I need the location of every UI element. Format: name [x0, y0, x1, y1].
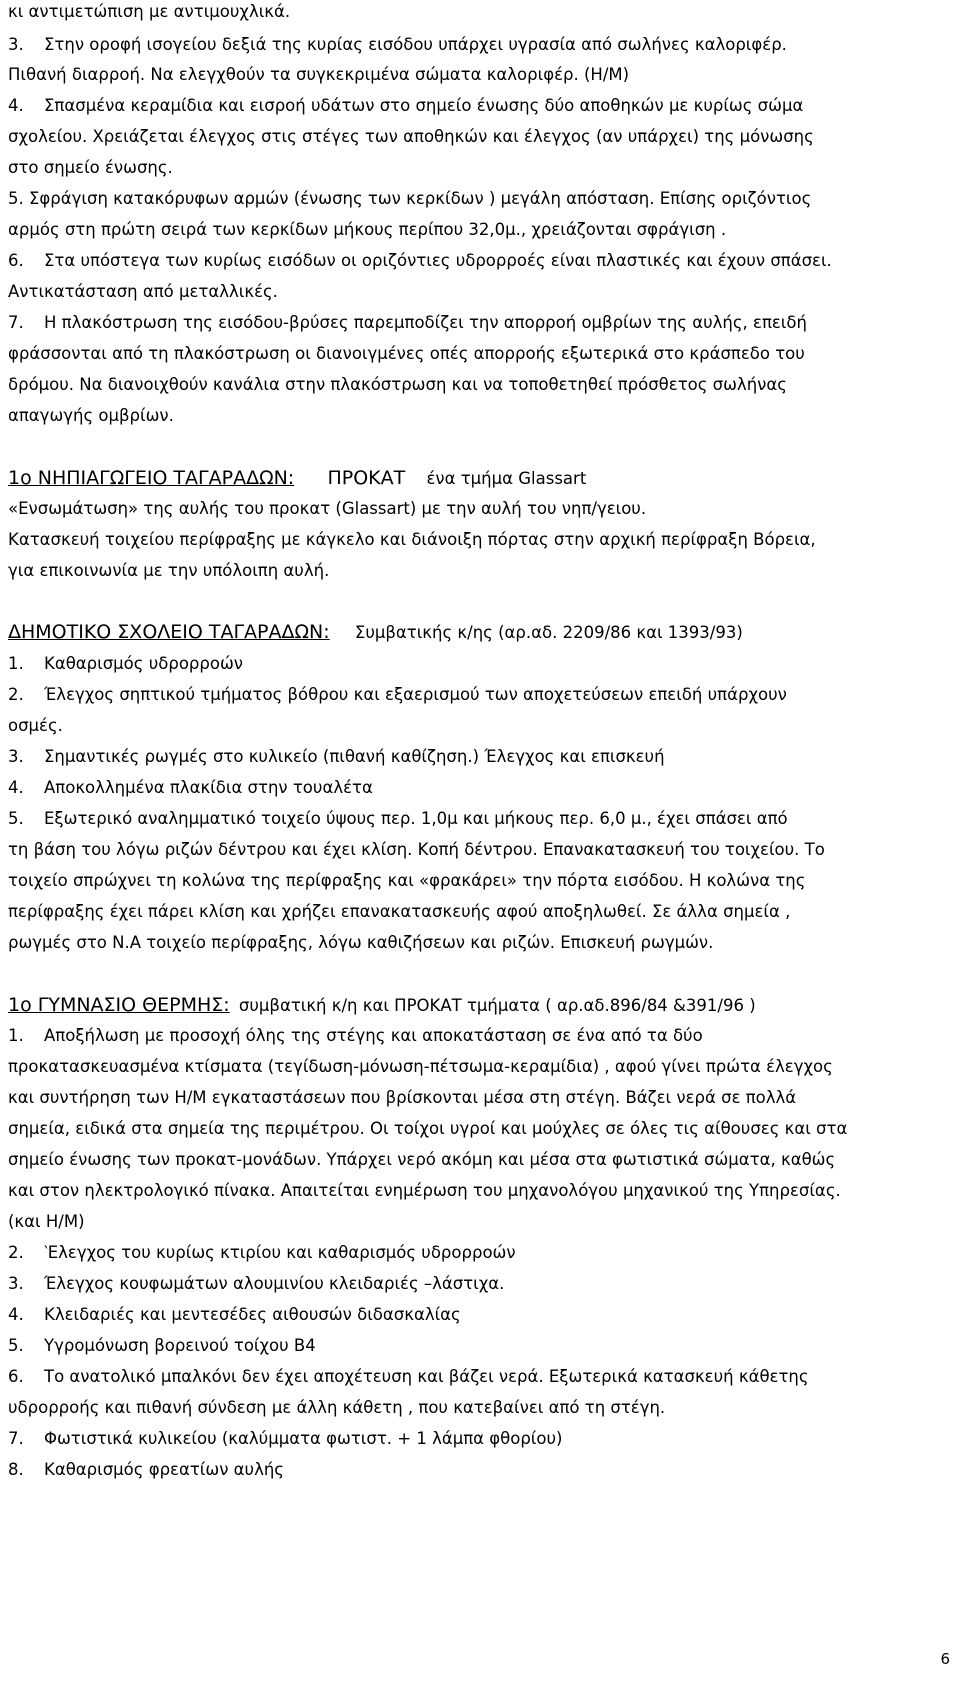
list-item [8, 33, 950, 57]
item-text: Αποξήλωση με προσοχή όλης της στέγης και αποκατάσταση σε ένα από τα δύο [44, 1026, 703, 1045]
list-item [8, 249, 950, 273]
text-line: για επικοινωνία με την υπόλοιπη αυλή. [8, 561, 330, 580]
section-title: ΔΗΜΟΤΙΚΟ ΣΧΟΛΕΙΟ ΤΑΓΑΡΑΔΩΝ: [8, 621, 330, 643]
list-item [8, 1427, 950, 1451]
item-number: 6. [8, 251, 24, 270]
text-line: (και Η/Μ) [8, 1212, 85, 1231]
item-text: Το ανατολικό μπαλκόνι δεν έχει αποχέτευση και βάζει νερά. Εξωτερικά κατασκευή κάθετης [44, 1367, 809, 1386]
list-item [8, 683, 950, 707]
page-number: 6 [940, 1650, 950, 1668]
section-heading-primary [8, 620, 950, 645]
list-item [8, 1241, 950, 1265]
text-line: στο σημείο ένωσης. [8, 158, 173, 177]
item-text: Υγρομόνωση βορεινού τοίχου Β4 [44, 1336, 316, 1355]
item-text: Εξωτερικό αναλημματικό τοιχείο ύψους περ. 1,0μ και μήκους περ. 6,0 μ., έχει σπάσει από [44, 809, 788, 828]
text-line: και συντήρηση των Η/Μ εγκαταστάσεων που βρίσκονται μέσα στη στέγη. Βάζει νερά σε πολλά [8, 1088, 797, 1107]
text-line: προκατασκευασμένα κτίσματα (τεγίδωση-μόνωση-πέτσωμα-κεραμίδια) , αφού γίνει πρώτα έλεγχος [8, 1057, 833, 1076]
list-item [8, 652, 950, 676]
text-line: οσμές. [8, 716, 63, 735]
text-line: φράσσονται από τη πλακόστρωση οι διανοιγμένες οπές απορροής εξωτερικά στο κράσπεδο του [8, 344, 805, 363]
text-line: απαγωγής ομβρίων. [8, 406, 174, 425]
text-line: Πιθανή διαρροή. Να ελεγχθούν τα συγκεκριμένα σώματα καλοριφέρ. (Η/Μ) [8, 65, 630, 84]
item-text: Έλεγχος σηπτικού τμήματος βόθρου και εξαερισμού των αποχετεύσεων επειδή υπάρχουν [44, 685, 787, 704]
list-item [8, 1458, 950, 1482]
item-number: 8. [8, 1460, 24, 1479]
item-text: Κλειδαριές και μεντεσέδες αιθουσών διδασκαλίας [44, 1305, 461, 1324]
section-title: 1ο ΓΥΜΝΑΣΙΟ ΘΕΡΜΗΣ: [8, 994, 230, 1016]
text-line: περίφραξης έχει πάρει κλίση και χρήζει επανακατασκευής αφού αποξηλωθεί. Σε άλλα σημεία , [8, 902, 791, 921]
item-number: 3. [8, 35, 24, 54]
item-number: 4. [8, 1305, 24, 1324]
text-line: τη βάση του λόγω ριζών δέντρου και έχει κλίση. Κοπή δέντρου. Επανακατασκευή του τοιχείου. Το [8, 840, 825, 859]
list-item [8, 745, 950, 769]
list-item [8, 1272, 950, 1296]
item-text: Αποκολλημένα πλακίδια στην τουαλέτα [44, 778, 373, 797]
list-item [8, 1365, 950, 1389]
text-line: ρωγμές στο Ν.Α τοιχείο περίφραξης, λόγω καθιζήσεων και ριζών. Επισκευή ρωγμών. [8, 933, 714, 952]
text-line: αρμός στη πρώτη σειρά των κερκίδων μήκους περίπου 32,0μ., χρειάζονται σφράγιση . [8, 220, 727, 239]
item-number: 7. [8, 313, 24, 332]
item-number: 5. [8, 809, 24, 828]
text-line: τοιχείο σπρώχνει τη κολώνα της περίφραξης και «φρακάρει» την πόρτα εισόδου. Η κολώνα της [8, 871, 806, 890]
text-line: σημείο ένωσης των προκατ-μονάδων. Υπάρχει νερό ακόμη και μέσα στα φωτιστικά σώματα, καθώς [8, 1150, 836, 1169]
item-number: 1. [8, 1026, 24, 1045]
item-text: Σπασμένα κεραμίδια και εισροή υδάτων στο σημείο ένωσης δύο αποθηκών με κυρίως σώμα [44, 96, 804, 115]
item-text: Καθαρισμός φρεατίων αυλής [44, 1460, 284, 1479]
item-number: 4. [8, 778, 24, 797]
list-item [8, 807, 950, 831]
text-line: Κατασκευή τοιχείου περίφραξης με κάγκελο και διάνοιξη πόρτας στην αρχική περίφραξη Βόρεια, [8, 530, 816, 549]
item-number: 5. [8, 1336, 24, 1355]
item-number: 6. [8, 1367, 24, 1386]
item-text: Καθαρισμός υδρορροών [44, 654, 243, 673]
section-heading-gymnasium [8, 993, 950, 1018]
list-item [8, 776, 950, 800]
text-line: σημεία, ειδικά στα σημεία της περιμέτρου. Οι τοίχοι υγροί και μούχλες σε όλες τις αίθουσες και στα [8, 1119, 848, 1138]
list-item [8, 311, 950, 335]
item-number: 2. [8, 685, 24, 704]
text-line: σχολείου. Χρειάζεται έλεγχος στις στέγες των αποθηκών και έλεγχος (αν υπάρχει) της μόνωσης [8, 127, 814, 146]
list-item [8, 1303, 950, 1327]
text-line: Αντικατάσταση από μεταλλικές. [8, 282, 278, 301]
item-number: 3. [8, 1274, 24, 1293]
item-text: Σημαντικές ρωγμές στο κυλικείο (πιθανή καθίζηση.) Έλεγχος και επισκευή [44, 747, 665, 766]
text-line: υδρορροής και πιθανή σύνδεση με άλλη κάθετη , που κατεβαίνει από τη στέγη. [8, 1398, 666, 1417]
section-heading-kindergarten [8, 466, 950, 491]
section-subtitle: ένα τμήμα Glassart [426, 469, 587, 488]
section-title-suffix: ΠΡΟΚΑΤ [327, 467, 406, 489]
item-text: Έλεγχος κουφωμάτων αλουμινίου κλειδαριές –λάστιχα. [44, 1274, 505, 1293]
text-line: δρόμου. Να διανοιχθούν κανάλια στην πλακόστρωση και να τοποθετηθεί πρόσθετος σωλήνας [8, 375, 787, 394]
text-line: 5. Σφράγιση κατακόρυφων αρμών (ένωσης των κερκίδων ) μεγάλη απόσταση. Επίσης οριζόντιος [8, 189, 812, 208]
list-item [8, 1334, 950, 1358]
item-number: 4. [8, 96, 24, 115]
item-text: Στην οροφή ισογείου δεξιά της κυρίας εισόδου υπάρχει υγρασία από σωλήνες καλοριφέρ. [44, 35, 787, 54]
section-subtitle: Συμβατικής κ/ης (αρ.αδ. 2209/86 και 1393/93) [354, 623, 743, 642]
item-text: Η πλακόστρωση της εισόδου-βρύσες παρεμποδίζει την απορροή ομβρίων της αυλής, επειδή [44, 313, 807, 332]
list-item [8, 94, 950, 118]
text-line: και στον ηλεκτρολογικό πίνακα. Απαιτείται ενημέρωση του μηχανολόγου μηχανικού της Υπηρεσίας. [8, 1181, 841, 1200]
item-number: 2. [8, 1243, 24, 1262]
item-number: 1. [8, 654, 24, 673]
item-number: 3. [8, 747, 24, 766]
item-text: Στα υπόστεγα των κυρίως εισόδων οι οριζόντιες υδρορροές είναι πλαστικές και έχουν σπάσει. [44, 251, 832, 270]
section-subtitle: συμβατική κ/η και ΠΡΟΚΑΤ τμήματα ( αρ.αδ.896/84 &391/96 ) [238, 996, 756, 1015]
list-item [8, 1024, 950, 1048]
item-text: ‵Ελεγχος του κυρίως κτιρίου και καθαρισμός υδρορροών [44, 1243, 516, 1262]
item-text: Φωτιστικά κυλικείου (καλύμματα φωτιστ. + 1 λάμπα φθορίου) [44, 1429, 563, 1448]
item-number: 7. [8, 1429, 24, 1448]
text-line: κι αντιμετώπιση με αντιμουχλικά. [8, 2, 291, 21]
text-line: «Ενσωμάτωση» της αυλής του προκατ (Glassart) με την αυλή του νηπ/γειου. [8, 499, 647, 518]
section-title: 1ο ΝΗΠΙΑΓΩΓΕΙΟ ΤΑΓΑΡΑΔΩΝ: [8, 467, 295, 489]
